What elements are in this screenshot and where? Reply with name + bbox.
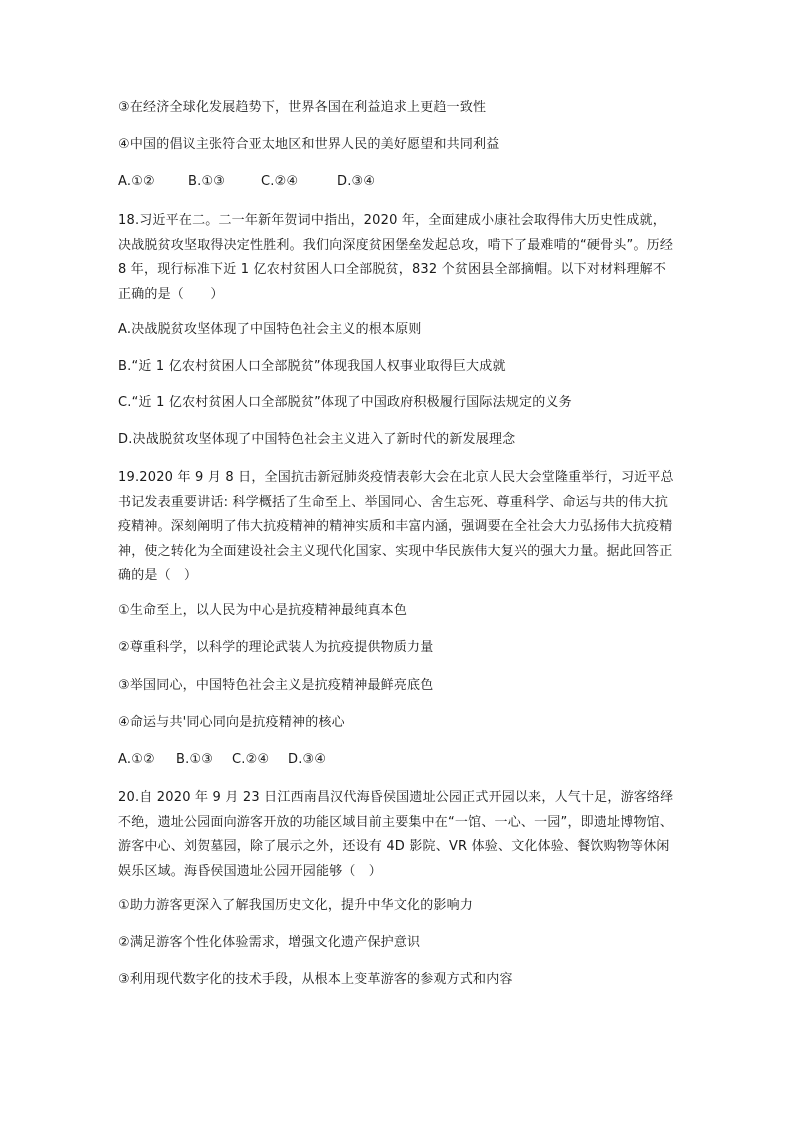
q17-option-a: A.①②: [118, 174, 155, 189]
q19-options: [118, 750, 326, 770]
q17-item-4: ④中国的倡议主张符合亚太地区和世界人民的美好愿望和共同利益: [118, 137, 500, 152]
q20-stem: 20.自 2020 年 9 月 23 日江西南昌汉代海昏侯国遗址公园正式开园以来，人气十足，游客络绎不绝，遗址公园面向游客开放的功能区域目前主要集中在“一馆、一心、一园”，即遗址博物馆、游客中心、刘贺墓园，除了展示之外，还设有 4D 影院、VR 体验、文化体验、餐饮购物等休闲娱乐区域。海昏侯国遗址公园开园能够（ ）: [118, 790, 674, 879]
q17-option-b: B.①③: [188, 174, 226, 189]
q20-item-2: ②满足游客个性化体验需求，增强文化遗产保护意识: [118, 935, 421, 950]
q19-option-c: C.②④: [232, 752, 270, 767]
q19-item-2: ②尊重科学，以科学的理论武装人为抗疫提供物质力量: [118, 640, 434, 655]
q19-option-d: D.③④: [288, 752, 327, 767]
q19-item-4: ④命运与共'同心同向是抗疫精神的核心: [118, 715, 345, 730]
q17-options: [118, 172, 375, 192]
q18-stem: 18.习近平在二。二一年新年贺词中指出，2020 年，全面建成小康社会取得伟大历史性成就，决战脱贫攻坚取得决定性胜利。我们向深度贫困堡垒发起总攻，啃下了最难啃的“硬骨头”。历经 8 年，现行标准下近 1 亿农村贫困人口全部脱贫，832 个贫困县全部摘帽。以下对材料理解不正确的是（ ）: [118, 213, 674, 302]
q20-item-1: ①助力游客更深入了解我国历史文化，提升中华文化的影响力: [118, 898, 474, 913]
q18-option-a: A.决战脱贫攻坚体现了中国特色社会主义的根本原则: [118, 322, 422, 337]
q18-option-c: C.“近 1 亿农村贫困人口全部脱贫”体现了中国政府积极履行国际法规定的义务: [118, 395, 572, 410]
q19-option-a: A.①②: [118, 752, 155, 767]
q19-option-b: B.①③: [176, 752, 214, 767]
q19-item-3: ③举国同心，中国特色社会主义是抗疫精神最鲜亮底色: [118, 678, 434, 693]
q20-item-3: ③利用现代数字化的技术手段，从根本上变革游客的参观方式和内容: [118, 972, 513, 987]
q19-item-1: ①生命至上，以人民为中心是抗疫精神最纯真本色: [118, 603, 408, 618]
q17-option-c: C.②④: [261, 174, 299, 189]
q17-option-d: D.③④: [337, 174, 376, 189]
q18-option-b: B.“近 1 亿农村贫困人口全部脱贫”体现我国人权事业取得巨大成就: [118, 359, 506, 374]
q19-stem: 19.2020 年 9 月 8 日，全国抗击新冠肺炎疫情表彰大会在北京人民大会堂隆重举行，习近平总书记发表重要讲话: 科学概括了生命至上、举国同心、舍生忘死、尊重科学、命运与共的伟大抗疫精神。深刻阐明了伟大抗疫精神的精神实质和丰富内涵，强调要在全社会大力弘扬伟大抗疫精神，使之转化为全面建设社会主义现代化国家、实现中华民族伟大复兴的强大力量。据此回答正确的是（ ）: [118, 470, 674, 583]
q17-item-3: ③在经济全球化发展趋势下，世界各国在利益追求上更趋一致性: [118, 100, 487, 115]
q18-option-d: D.决战脱贫攻坚体现了中国特色社会主义进入了新时代的新发展理念: [118, 432, 516, 447]
